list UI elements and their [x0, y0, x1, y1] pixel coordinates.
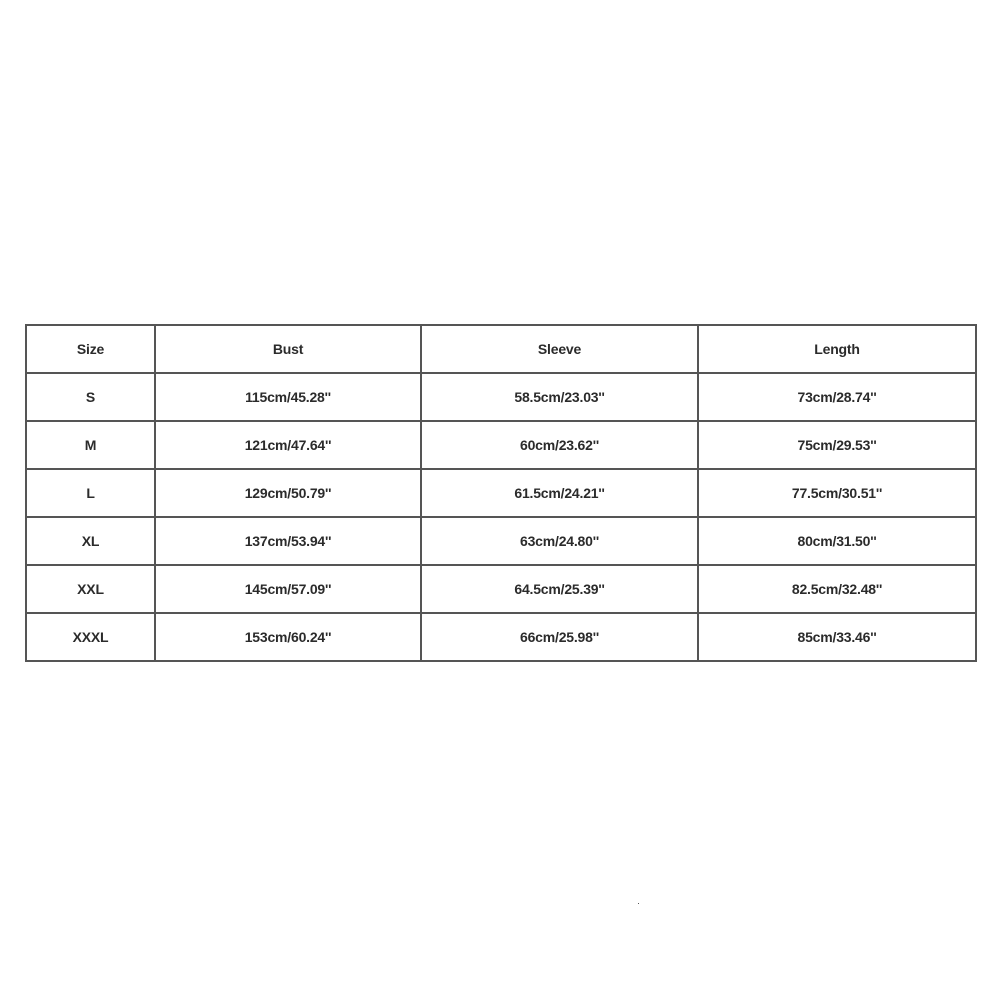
sleeve-cell: 60cm/23.62'': [421, 421, 698, 469]
length-cell: 75cm/29.53'': [698, 421, 976, 469]
table-row: [26, 469, 976, 517]
header-size: Size: [26, 325, 155, 373]
bust-cell: 145cm/57.09'': [155, 565, 421, 613]
length-cell: 82.5cm/32.48'': [698, 565, 976, 613]
size-cell: XXL: [26, 565, 155, 613]
sleeve-cell: 58.5cm/23.03'': [421, 373, 698, 421]
sleeve-cell: 63cm/24.80'': [421, 517, 698, 565]
sleeve-cell: 66cm/25.98'': [421, 613, 698, 661]
size-cell: M: [26, 421, 155, 469]
header-row: [26, 325, 976, 373]
table-row: [26, 517, 976, 565]
bust-cell: 115cm/45.28'': [155, 373, 421, 421]
bust-cell: 153cm/60.24'': [155, 613, 421, 661]
bust-cell: 129cm/50.79'': [155, 469, 421, 517]
table-row: [26, 613, 976, 661]
length-cell: 77.5cm/30.51'': [698, 469, 976, 517]
size-chart-table: [25, 324, 977, 662]
sleeve-cell: 61.5cm/24.21'': [421, 469, 698, 517]
table-row: [26, 421, 976, 469]
bust-cell: 121cm/47.64'': [155, 421, 421, 469]
header-bust: Bust: [155, 325, 421, 373]
stray-dot: [638, 903, 639, 904]
bust-cell: 137cm/53.94'': [155, 517, 421, 565]
size-cell: S: [26, 373, 155, 421]
header-sleeve: Sleeve: [421, 325, 698, 373]
table-row: [26, 565, 976, 613]
length-cell: 73cm/28.74'': [698, 373, 976, 421]
table-row: [26, 373, 976, 421]
length-cell: 80cm/31.50'': [698, 517, 976, 565]
length-cell: 85cm/33.46'': [698, 613, 976, 661]
header-length: Length: [698, 325, 976, 373]
size-cell: L: [26, 469, 155, 517]
size-cell: XL: [26, 517, 155, 565]
size-cell: XXXL: [26, 613, 155, 661]
sleeve-cell: 64.5cm/25.39'': [421, 565, 698, 613]
